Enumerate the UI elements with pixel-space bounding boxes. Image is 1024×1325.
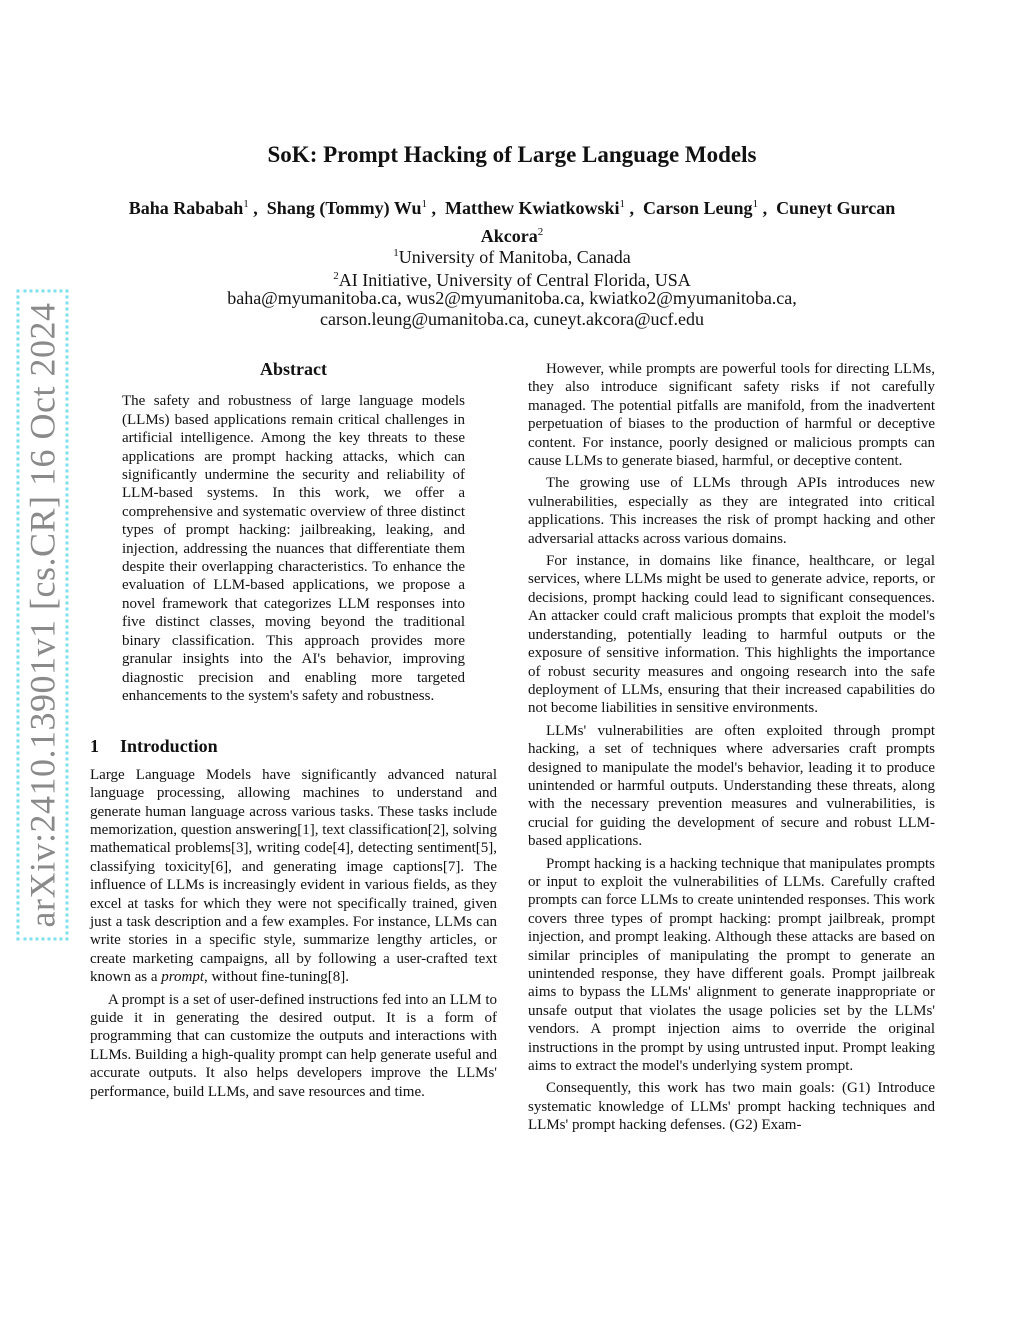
affiliation-mark: 1: [393, 247, 399, 259]
right-column: [528, 360, 935, 1135]
email-line: baha@myumanitoba.ca, wus2@myumanitoba.ca, kwiatko2@myumanitoba.ca,: [227, 288, 797, 308]
section-number: 1: [90, 736, 99, 757]
body-paragraph: For instance, in domains like finance, healthcare, or legal services, where LLMs might be used to generate advice, reports, or decisions, prompt hacking could lead to significant consequences. An attacker could craft malicious prompts that exploit the model's understanding, potentially leading to harmful outputs or the exposure of sensitive information. This highlights the importance of robust security measures and ongoing research into the safe deployment of LLMs, ensuring that their increased capabilities do not become liabilities in sensitive environments.: [528, 553, 935, 717]
affiliation-text: AI Initiative, University of Central Florida, USA: [338, 270, 691, 290]
left-column: [90, 360, 497, 1101]
paragraph-text: , without fine-tuning[8].: [204, 969, 350, 986]
author-affiliation-mark: 1: [421, 198, 428, 210]
arxiv-identifier-text: arXiv:2410.13901v1 [cs.CR] 16 Oct 2024: [16, 290, 68, 941]
author-affiliation-mark: 1: [619, 198, 626, 210]
intro-paragraph-1: [90, 766, 497, 987]
author-name: Matthew Kwiatkowski: [445, 198, 620, 218]
section-heading-introduction: [90, 737, 497, 755]
intro-paragraph-2: A prompt is a set of user-defined instructions fed into an LLM to guide it in generating the desired output. It is a form of programming that can customize the outputs and interactions with LLMs. Building a high-quality prompt can help generate useful and accurate outputs. It also helps developers improve the LLMs' performance, build LLMs, and save resources and time.: [90, 991, 497, 1100]
author-affiliation-mark: 2: [537, 226, 544, 238]
author-list: Baha Rababah$^1$ , Shang (Tommy) Wu$^1$ , Matthew Kwiatkowski$^1$ , Carson Leung$^1$ , Cuneyt Gurcan Akcora$^2$: [128, 198, 896, 246]
author-affiliation-mark: 1: [752, 198, 759, 210]
author-name: Baha Rababah: [128, 198, 244, 218]
abstract-text: The safety and robustness of large language models (LLMs) based applications remain critical challenges in artificial intelligence. Among the key threats to these applications are prompt hacking attacks, which can significantly undermine the security and reliability of LLM-based systems. In this work, we offer a comprehensive and systematic overview of three distinct types of prompt hacking: jailbreaking, leaking, and injection, addressing the nuances that differentiate them despite their overlapping characteristics. To enhance the evaluation of LLM-based applications, we propose a novel framework that categorizes LLM responses into five distinct classes, moving beyond the traditional binary classification. This approach provides more granular insights into the AI's behavior, improving diagnostic precision and enabling more targeted enhancements to the system's safety and robustness.: [122, 393, 465, 704]
body-paragraph: However, while prompts are powerful tools for directing LLMs, they also introduce significant safety risks if not carefully managed. The potential pitfalls are manifold, from the inadvertent perpetuation of biases to the production of harmful or deceptive content. For instance, poorly designed or malicious prompts can cause LLMs to generate biased, harmful, or deceptive content.: [528, 361, 935, 470]
email-line: carson.leung@umanitoba.ca, cuneyt.akcora@ucf.edu: [320, 309, 704, 329]
body-paragraph: LLMs' vulnerabilities are often exploited through prompt hacking, a set of techniques where adversaries craft prompts designed to manipulate the model's behavior, leading it to produce unintended or harmful outputs. Understanding these threats, along with the necessary prevention measures and vulnerabilities, is crucial for guiding the development of secure and robust LLM-based applications.: [528, 722, 935, 850]
body-paragraph: Prompt hacking is a hacking technique that manipulates prompts or input to exploit the vulnerabilities of LLMs. Carefully crafted prompts can force LLMs to create unintended responses. This work covers three types of prompt hacking: prompt jailbreak, prompt injection, and prompt leaking. Although these attacks are based on similar principles of manipulating the prompt to generate an unintended response, they have different goals. Prompt jailbreak aims to bypass the LLMs' alignment to generate inappropriate or unsafe output that violates the usage policies set by the LLMs' vendors. A prompt injection aims to override the original instructions in the prompt by using untrusted input. Prompt leaking aims to extract the model's underlying system prompt.: [528, 855, 935, 1075]
affiliation-text: University of Manitoba, Canada: [398, 247, 631, 267]
emphasized-term: prompt: [161, 969, 205, 986]
author-affiliation-mark: 1: [243, 198, 249, 210]
abstract-heading: Abstract: [260, 359, 327, 379]
author-emails: [112, 288, 912, 330]
section-title: Introduction: [120, 736, 218, 757]
body-paragraph: Consequently, this work has two main goals: (G1) Introduce systematic knowledge of LLMs' prompt hacking techniques and LLMs' prompt hacking defenses. (G2) Exam-: [528, 1080, 935, 1134]
arxiv-identifier-stamp: [18, 302, 66, 928]
paragraph-text: Large Language Models have significantly advanced natural language processing, allowing machines to understand and generate human language across various tasks. These tasks include memorization, question answering[1], text classification[2], solving mathematical problems[3], writing code[4], detecting sentiment[5], classifying toxicity[6], and generating image captions[7]. The influence of LLMs is increasingly evident in various fields, as they excel at tasks for which they were not specifically trained, given just a task description and a few examples. For instance, LLMs can write stories in a specific style, summarize lengthy articles, or create marketing campaigns, all by following a user-crafted text known as a: [90, 766, 497, 986]
paper-title: SoK: Prompt Hacking of Large Language Models: [267, 142, 757, 167]
affiliation-mark: 2: [333, 270, 339, 282]
author-name: Shang (Tommy) Wu: [266, 198, 422, 218]
author-name: Carson Leung: [643, 198, 753, 218]
body-paragraph: The growing use of LLMs through APIs introduces new vulnerabilities, especially as they are integrated into critical applications. This increases the risk of prompt hacking and other adversarial attacks across various domains.: [528, 475, 935, 547]
author-name: Cuneyt Gurcan Akcora: [480, 198, 896, 246]
